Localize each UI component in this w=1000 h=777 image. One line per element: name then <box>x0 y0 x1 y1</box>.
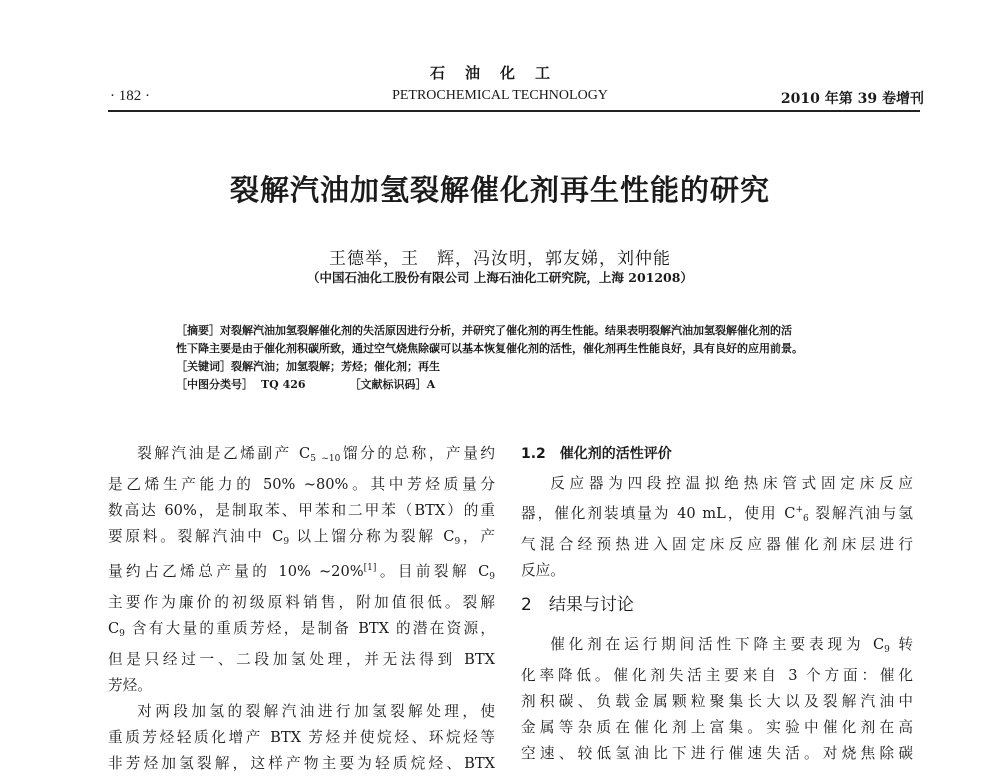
keywords: 裂解汽油；加氢裂解；芳烃；催化剂；再生 <box>231 360 440 373</box>
keywords-label: ［关键词］ <box>176 360 231 373</box>
paragraph-line: 催化剂在运行期间活性下降主要表现为 $C_9$ 转 <box>550 636 913 655</box>
section-heading-2: 2 结果与讨论 <box>521 595 634 615</box>
clc-label: ［中图分类号］ <box>176 378 253 391</box>
paragraph-line: 气混合经预热进入固定床反应器催化剂床层进行 <box>521 536 913 553</box>
doc-code: A <box>426 378 436 391</box>
article-authors: 王德举，王 辉，冯汝明，郭友娣，刘仲能 <box>329 249 671 269</box>
journal-name-cn: 石油化工 <box>429 64 570 82</box>
abstract-block <box>176 322 866 394</box>
section-heading-1-2: 1.2 催化剂的活性评价 <box>521 446 672 462</box>
paragraph-line: 非芳烃加氢裂解，这样产物主要为轻质烷烃、BTX <box>108 755 495 772</box>
paragraph-line: 化率降低。催化剂失活主要来自 3 个方面：催化 <box>521 667 913 684</box>
paragraph-line: 但是只经过一、二段加氢处理，并无法得到 BTX <box>108 651 495 668</box>
paragraph-line: 芳烃。 <box>108 677 152 694</box>
citation-ref: [1] <box>363 563 377 573</box>
paragraph-line: 是乙烯生产能力的 50% ~80%。其中芳烃质量分 <box>108 476 495 493</box>
header-rule <box>108 110 920 112</box>
abstract-label: ［摘要］ <box>176 324 220 337</box>
classification-line <box>176 376 866 394</box>
keywords-line <box>176 358 866 376</box>
paragraph-line: 对两段加氢的裂解汽油进行加氢裂解处理，使 <box>137 703 495 720</box>
doc-code-label: ［文献标识码］ <box>349 378 427 391</box>
paragraph-line: 空速、较低氢油比下进行催速失活。对烧焦除碳 <box>521 745 913 762</box>
paragraph-line: 主要作为廉价的初级原料销售，附加值很低。裂解 <box>108 594 495 611</box>
paragraph-line: $C_9$ 含有大量的重质芳烃，是制备 BTX 的潜在资源， <box>108 620 495 639</box>
article-affiliation: （中国石油化工股份有限公司 上海石油化工研究院，上海 201208） <box>307 270 693 285</box>
abstract-line-2: 性下降主要是由于催化剂积碳所致，通过空气烧焦除碳可以基本恢复催化剂的活性，催化剂再生性能良好，具有良好的应用前景。 <box>176 342 803 355</box>
paragraph-line: 反应。 <box>521 562 565 579</box>
paragraph-line: 器，催化剂装填量为 40 mL，使用 $C^+_6$ 裂解汽油与氢 <box>521 505 913 524</box>
paragraph-line: 数高达 60%，是制取苯、甲苯和二甲苯（BTX）的重 <box>108 502 495 519</box>
abstract-line-1: ［摘要］对裂解汽油加氢裂解催化剂的失活原因进行分析，并研究了催化剂的再生性能。结果表明裂解汽油加氢裂解催化剂的活 <box>176 324 792 337</box>
issue-info: 2010 年第 39 卷增刊 <box>780 91 924 107</box>
paragraph-line: 反应器为四段控温拟绝热床管式固定床反应 <box>550 475 913 492</box>
article-title: 裂解汽油加氢裂解催化剂再生性能的研究 <box>229 173 770 207</box>
journal-name-en: PETROCHEMICAL TECHNOLOGY <box>392 88 608 103</box>
clc-number: TQ 426 <box>261 378 306 391</box>
paragraph-line: 裂解汽油是乙烯副产 $C_{5 \sim 10}$馏分的总称，产量约 <box>137 445 495 464</box>
paragraph-line: 金属等杂质在催化剂上富集。实验中催化剂在高 <box>521 719 913 736</box>
paragraph-line: 要原料。裂解汽油中 $C_9$ 以上馏分称为裂解 $C_9$，产 <box>108 528 495 547</box>
body-column-left <box>108 441 495 777</box>
paragraph-line: 重质芳烃轻质化增产 BTX 芳烃并使烷烃、环烷烃等 <box>108 729 495 746</box>
body-column-right <box>521 441 913 767</box>
paragraph-line: 量约占乙烯总产量的 10% ~20%[1]。目前裂解 $C_9$ <box>108 563 495 582</box>
page-number: · 182 · <box>110 88 150 104</box>
paragraph-line: 剂积碳、负载金属颗粒聚集长大以及裂解汽油中 <box>521 693 913 710</box>
